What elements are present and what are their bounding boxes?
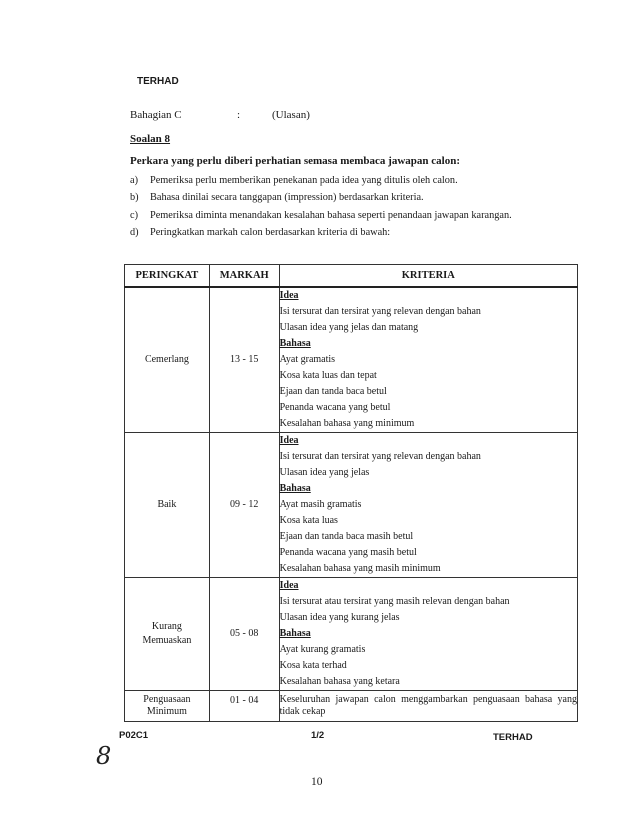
marks-value: 01 - 04 <box>230 695 259 706</box>
criteria-cell <box>279 691 577 722</box>
footer-classification: TERHAD <box>493 732 533 743</box>
classification-header: TERHAD <box>137 76 179 87</box>
instruction-item <box>130 189 512 206</box>
bahasa-item: Ejaan dan tanda baca betul <box>279 386 387 397</box>
marks-value: 13 - 15 <box>230 354 259 365</box>
criteria-cell <box>279 433 577 578</box>
marks-cell <box>209 433 279 578</box>
bahasa-heading: Bahasa <box>279 338 311 349</box>
grade-label-line1: Penguasaan <box>143 694 191 705</box>
criteria-cell <box>279 287 577 433</box>
grade-label: Baik <box>157 499 177 510</box>
criteria-cell <box>279 578 577 691</box>
criteria-text: Keseluruhan jawapan calon menggambarkan penguasaan bahasa yang tidak cekap <box>279 694 577 717</box>
grade-label: Cemerlang <box>144 354 189 365</box>
idea-item: Isi tersurat dan tersirat yang relevan dengan bahan <box>279 306 481 317</box>
marks-cell <box>209 287 279 433</box>
bahasa-item: Ayat gramatis <box>279 354 336 365</box>
grade-label-line2: Minimum <box>146 706 187 717</box>
instruction-text: Bahasa dinilai secara tanggapan (impression) berdasarkan kriteria. <box>150 192 424 204</box>
marks-cell <box>209 691 279 722</box>
bahasa-item: Kosa kata terhad <box>279 660 347 671</box>
marks-value: 09 - 12 <box>230 499 259 510</box>
grade-cell <box>125 691 210 722</box>
marks-value: 05 - 08 <box>230 628 259 639</box>
header-criteria: KRITERIA <box>279 265 577 288</box>
bahasa-heading: Bahasa <box>279 483 311 494</box>
header-grade: PERINGKAT <box>125 265 210 288</box>
table-row <box>125 433 578 578</box>
footer-code: P02C1 <box>119 730 149 741</box>
grade-label-line1: Kurang <box>151 621 182 632</box>
idea-heading: Idea <box>279 580 299 591</box>
bahasa-item: Ejaan dan tanda baca masih betul <box>279 531 414 542</box>
bahasa-item: Ayat masih gramatis <box>279 499 362 510</box>
bahasa-item: Kosa kata luas dan tepat <box>279 370 377 381</box>
section-label: Bahagian C <box>130 109 182 121</box>
table-row <box>125 578 578 691</box>
idea-item: Ulasan idea yang kurang jelas <box>279 612 400 623</box>
idea-item: Isi tersurat dan tersirat yang relevan dengan bahan <box>279 451 481 462</box>
instruction-text: Peringkatkan markah calon berdasarkan kriteria di bawah: <box>150 227 391 239</box>
intro-heading: Perkara yang perlu diberi perhatian semasa membaca jawapan calon: <box>130 155 460 167</box>
grade-cell <box>125 287 210 433</box>
grade-cell <box>125 578 210 691</box>
question-title: Soalan 8 <box>130 133 171 145</box>
handwritten-mark: 8 <box>96 742 112 770</box>
instruction-item <box>130 207 512 224</box>
criteria-table <box>124 264 578 722</box>
section-value: (Ulasan) <box>272 109 310 121</box>
bahasa-item: Kesalahan bahasa yang minimum <box>279 418 415 429</box>
bahasa-heading: Bahasa <box>279 628 311 639</box>
instruction-letter: c) <box>130 209 138 221</box>
header-marks: MARKAH <box>209 265 279 288</box>
idea-heading: Idea <box>279 290 299 301</box>
instruction-letter: b) <box>130 192 139 204</box>
instruction-text: Pemeriksa diminta menandakan kesalahan bahasa seperti penandaan jawapan karangan. <box>150 209 512 221</box>
footer-page-of: 1/2 <box>311 730 325 741</box>
table-row <box>125 287 578 433</box>
bahasa-item: Penanda wacana yang betul <box>279 402 391 413</box>
instruction-letter: d) <box>130 227 139 239</box>
table-header-row <box>125 265 578 288</box>
bahasa-item: Ayat kurang gramatis <box>279 644 366 655</box>
page-number: 10 <box>311 776 323 788</box>
instruction-list <box>130 172 512 242</box>
instruction-item <box>130 224 512 241</box>
marks-cell <box>209 578 279 691</box>
bahasa-item: Kosa kata luas <box>279 515 338 526</box>
bahasa-item: Kesalahan bahasa yang masih minimum <box>279 563 441 574</box>
instruction-item <box>130 172 512 189</box>
idea-item: Ulasan idea yang jelas <box>279 467 370 478</box>
idea-item: Isi tersurat atau tersirat yang masih relevan dengan bahan <box>279 596 510 607</box>
table-row <box>125 691 578 722</box>
section-colon: : <box>237 109 241 121</box>
instruction-letter: a) <box>130 175 138 186</box>
bahasa-item: Kesalahan bahasa yang ketara <box>279 676 400 687</box>
bahasa-item: Penanda wacana yang masih betul <box>279 547 417 558</box>
instruction-text: Pemeriksa perlu memberikan penekanan pada idea yang ditulis oleh calon. <box>150 175 458 186</box>
idea-heading: Idea <box>279 435 299 446</box>
grade-cell <box>125 433 210 578</box>
idea-item: Ulasan idea yang jelas dan matang <box>279 322 419 333</box>
grade-label-line2: Memuaskan <box>142 635 192 646</box>
